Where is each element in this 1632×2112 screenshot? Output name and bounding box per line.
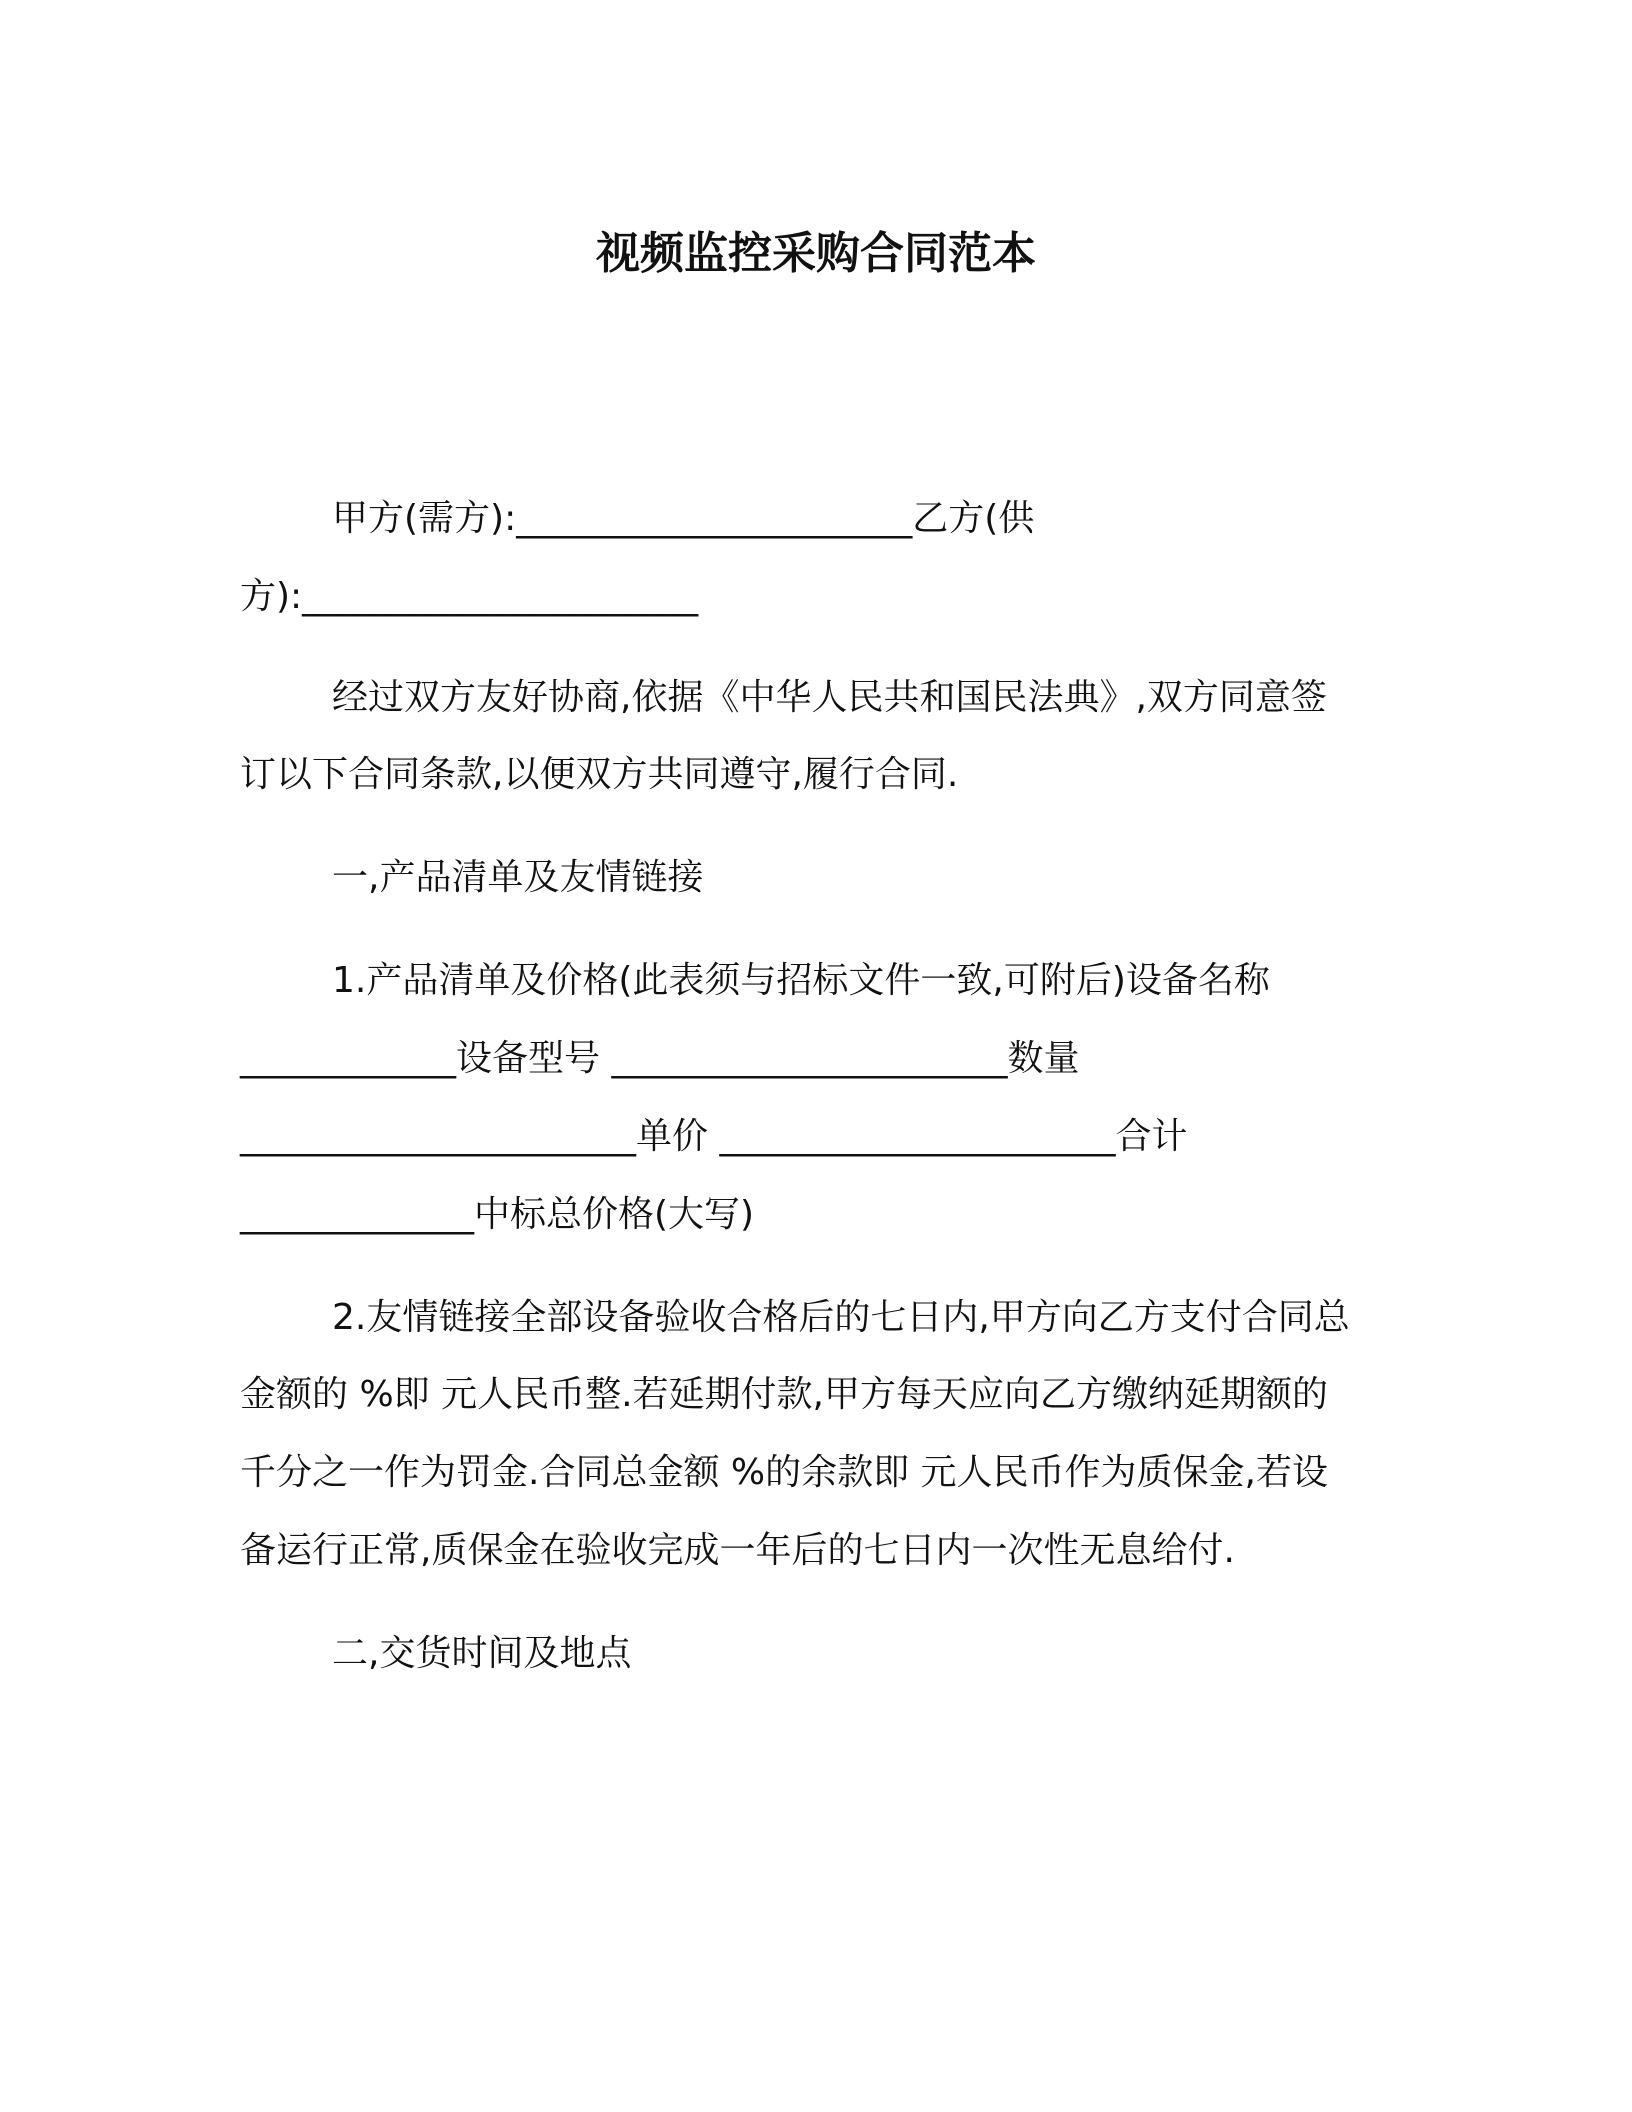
party-b-line: 方):______________________ [240, 576, 699, 617]
section-1-heading: 一,产品清单及友情链接 [332, 857, 704, 898]
clause-2-line-2: 金额的 %即 元人民币整.若延期付款,甲方每天应向乙方缴纳延期额的 [240, 1374, 1328, 1415]
preamble-line-2: 订以下合同条款,以便双方共同遵守,履行合同. [240, 754, 959, 795]
clause-1-line-3: ______________________单价 ______________________合计 [240, 1116, 1188, 1157]
preamble-line-1: 经过双方友好协商,依据《中华人民共和国民法典》,双方同意签 [332, 677, 1327, 718]
clause-1-line-1: 1.产品清单及价格(此表须与招标文件一致,可附后)设备名称 [332, 960, 1270, 1001]
party-a-line: 甲方(需方):______________________乙方(供 [332, 498, 1035, 539]
clause-2-line-1: 2.友情链接全部设备验收合格后的七日内,甲方向乙方支付合同总 [332, 1297, 1350, 1338]
clause-2-line-3: 千分之一作为罚金.合同总金额 %的余款即 元人民币作为质保金,若设 [240, 1452, 1328, 1493]
clause-1-line-4: _____________中标总价格(大写) [240, 1194, 755, 1235]
clause-1-line-2: ____________设备型号 ______________________数量 [240, 1038, 1080, 1079]
document-title: 视频监控采购合同范本 [596, 228, 1036, 279]
section-2-heading: 二,交货时间及地点 [332, 1633, 632, 1674]
clause-2-line-4: 备运行正常,质保金在验收完成一年后的七日内一次性无息给付. [240, 1530, 1235, 1571]
